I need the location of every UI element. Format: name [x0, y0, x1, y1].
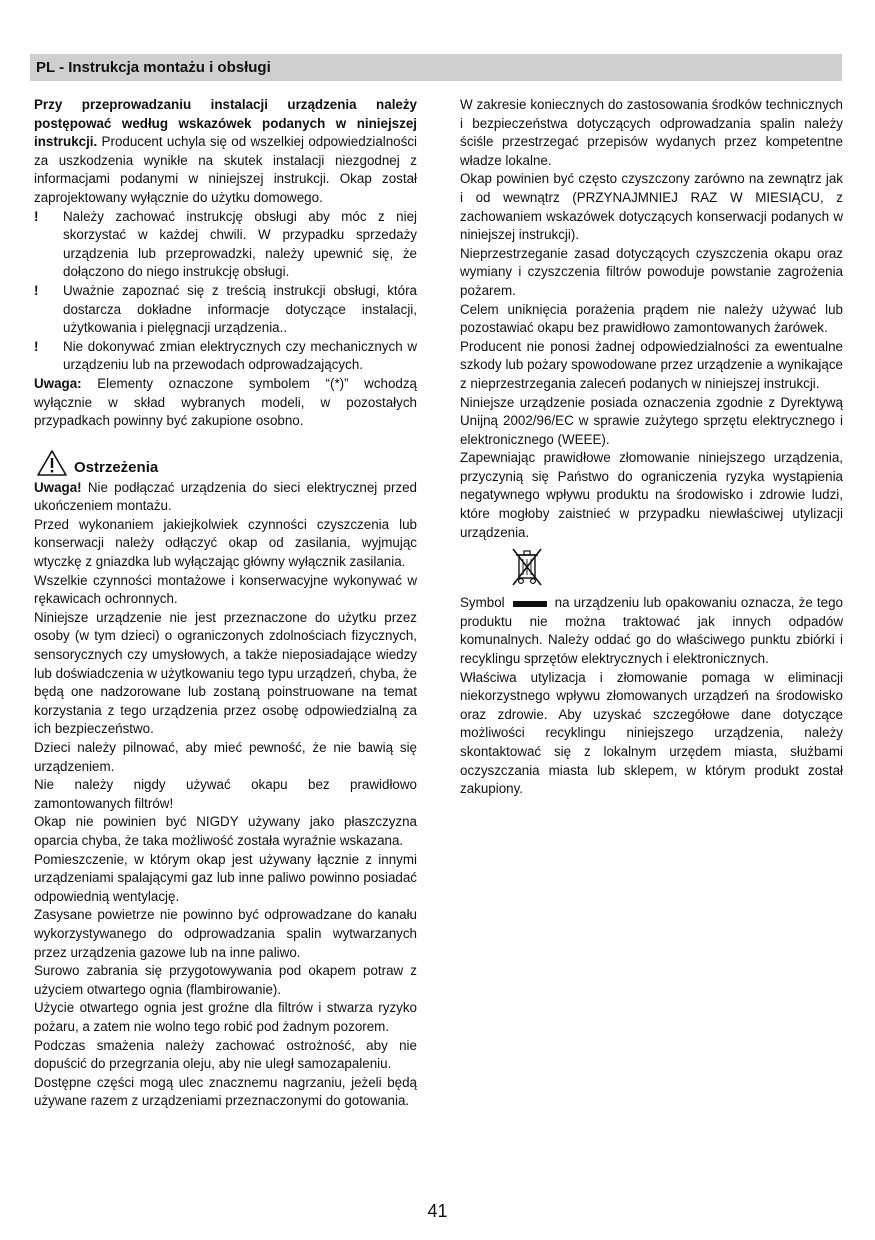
warning-paragraph: Dzieci należy pilnować, aby mieć pewność, że nie bawią się urządzeniem. — [34, 740, 417, 774]
exclamation-icon: ! — [34, 208, 39, 224]
page-number: 41 — [427, 1201, 448, 1221]
warning-paragraph: Surowo zabrania się przygotowywania pod okapem potraw z użyciem otwartego ognia (flambirowanie). — [34, 963, 417, 997]
intro-bold-text: Przy przeprowadzaniu instalacji urządzenia należy postępować według wskazówek podanych w niniejszej instrukcji. — [34, 97, 417, 150]
warning-paragraph: Pomieszczenie, w którym okap jest używany łącznie z innymi urządzeniami spalającymi gaz lub inne paliwo powinno posiadać odpowiednią wentylację. — [34, 851, 417, 904]
warning-paragraph — [34, 479, 417, 516]
body-paragraph: Okap powinien być często czyszczony zarówno na zewnątrz jak i od wewnątrz (PRZYNAJMNIEJ RAZ W MIESIĄCU, z zachowaniem wskazówek dotyczących konserwacji podanych w niniejszej instrukcji). — [460, 171, 843, 243]
body-paragraph: Producent nie ponosi żadnej odpowiedzialności za ewentualne szkody lub pożary spowodowane przez urządzenie a wynikające z nieprzestrzegania zaleceń podanych w niniejszej instrukcji. — [460, 338, 843, 391]
warning-paragraph: Użycie otwartego ognia jest groźne dla filtrów i stwarza ryzyko pożaru, a zatem nie wolno tego robić pod żadnym pozorem. — [34, 1000, 417, 1034]
bullet-text: Uważnie zapoznać się z treścią instrukcji obsługi, która dostarcza dokładne informacje dotyczące instalacji, użytkowania i pielęgnacji urządzenia.. — [63, 282, 417, 336]
note-text: Elementy oznaczone symbolem “(*)” wchodzą wyłącznie w skład wybranych modeli, w pozostałych przypadkach powinny być zakupione osobno. — [34, 375, 417, 429]
body-paragraph: Właściwa utylizacja i złomowanie pomaga w eliminacji niekorzystnego wpływu złomowanych urządzeń na środowisko oraz zdrowie. Aby uzyskać szczegółowe dane dotyczące możliwości recyklingu niniejszego urządzenia, należy skontaktować się z lokalnym urzędem miasta, służbami oczyszczania miasta lub sklepem, w którym produkt został zakupiony. — [460, 669, 843, 797]
bullet-item — [34, 338, 417, 375]
note-paragraph — [34, 375, 417, 431]
right-column — [460, 96, 843, 799]
symbol-text: na urządzeniu lub opakowaniu oznacza, że tego produktu nie można traktować jak innych odpadów komunalnych. Należy oddać go do właściwego punktu zbiórki i recyklingu sprzętów elektrycznych i elektronicznych. — [460, 595, 843, 667]
section-title: PL - Instrukcja montażu i obsługi — [36, 59, 271, 76]
warning-paragraph: Nie należy nigdy używać okapu bez prawidłowo zamontowanych filtrów! — [34, 777, 417, 811]
body-paragraph: Niniejsze urządzenie posiada oznaczenia zgodnie z Dyrektywą Unijną 2002/96/EC w sprawie zużytego sprzętu elektrycznego i elektronicznego (WEEE). — [460, 394, 843, 447]
body-paragraph: W zakresie koniecznych do zastosowania środków technicznych i bezpieczeństwa dotyczących odprowadzania spalin należy ściśle przestrzegać przepisów wydanych przez kompetentne władze lokalne. — [460, 97, 843, 168]
note-label: Uwaga: — [34, 375, 82, 391]
warning-paragraph: Zasysane powietrze nie powinno być odprowadzane do kanału wykorzystywanego do odprowadzania spalin wytwarzanych przez urządzenia gazowe lub na inne paliwo. — [34, 907, 417, 960]
body-paragraph: Zapewniając prawidłowe złomowanie niniejszego urządzenia, przyczynią się Państwo do ograniczenia ryzyka wystąpienia negatywnego wpływu produktu na środowisko i zdrowie ludzi, które mogłoby zaistnieć w przypadku niewłaściwej utylizacji urządzenia. — [460, 450, 843, 540]
left-column — [34, 96, 417, 1111]
bullet-item — [34, 282, 417, 338]
intro-text: Producent uchyla się od wszelkiej odpowiedzialności za uszkodzenia wynikłe na skutek instalacji niezgodnej z informacjami podanymi w niniejszej instrukcji. Okap został zaprojektowany wyłącznie do użytku domowego. — [34, 134, 417, 205]
body-paragraph: Nieprzestrzeganie zasad dotyczących czyszczenia okapu oraz wymiany i czyszczenia filtrów powoduje powstanie zagrożenia pożarem. — [460, 245, 843, 298]
bullet-item — [34, 208, 417, 282]
warning-paragraph: Okap nie powinien być NIGDY używany jako płaszczyzna oparcia chyba, że taka możliwość została wyraźnie wskazana. — [34, 814, 417, 848]
warnings-heading — [34, 447, 417, 477]
warning-paragraph: Podczas smażenia należy zachować ostrożność, aby nie dopuścić do przegrzania oleju, aby nie uległ samozapaleniu. — [34, 1037, 417, 1072]
warning-paragraph: Dostępne części mogą ulec znacznemu nagrzaniu, jeżeli będą używane razem z urządzeniami przeznaczonymi do gotowania. — [34, 1074, 417, 1109]
symbol-paragraph — [460, 594, 843, 668]
exclamation-icon: ! — [34, 338, 39, 354]
warning-text: Nie podłączać urządzenia do sieci elektrycznej przed ukończeniem montażu. — [34, 479, 417, 514]
warning-label: Uwaga! — [34, 479, 82, 495]
bullet-text: Należy zachować instrukcję obsługi aby móc z niej skorzystać w każdej chwili. W przypadku sprzedaży urządzenia lub przeprowadzki, należy upewnić się, że dołączono do niego instrukcję obsługi. — [63, 208, 417, 280]
bullet-text: Nie dokonywać zmian elektrycznych czy mechanicznych w urządzeniu lub na przewodach odprowadzających. — [63, 338, 417, 373]
symbol-word: Symbol — [460, 595, 505, 611]
section-header — [30, 54, 842, 81]
exclamation-icon: ! — [34, 282, 39, 298]
intro-paragraph — [34, 96, 417, 208]
body-paragraph: Celem uniknięcia porażenia prądem nie należy używać lub pozostawiać okapu bez prawidłowo zamontowanych żarówek. — [460, 301, 843, 336]
warning-paragraph: Wszelkie czynności montażowe i konserwacyjne wykonywać w rękawicach ochronnych. — [34, 572, 417, 607]
weee-bar-icon — [513, 601, 547, 607]
warning-paragraph: Niniejsze urządzenie nie jest przeznaczone do użytku przez osoby (w tym dzieci) o ograniczonych zdolnościach fizycznych, sensorycznych czy umysłowych, a także nieposiadające wiedzy lub doświadczenia w użytkowaniu tego typu urządzeń, chyba, że będą one nadzorowane lub zostaną poinstruowane na temat korzystania z tego urządzenia przez osobę odpowiedzialną za ich bezpieczeństwo. — [34, 609, 417, 737]
warning-paragraph: Przed wykonaniem jakiejkolwiek czynności czyszczenia lub konserwacji należy odłączyć okap od zasilania, wyjmując wtyczkę z gniazdka lub wyłączając główny wyłącznik zasilania. — [34, 516, 417, 570]
crossed-bin-icon — [510, 546, 544, 588]
warnings-title: Ostrzeżenia — [74, 458, 159, 476]
warning-triangle-icon — [36, 449, 68, 477]
